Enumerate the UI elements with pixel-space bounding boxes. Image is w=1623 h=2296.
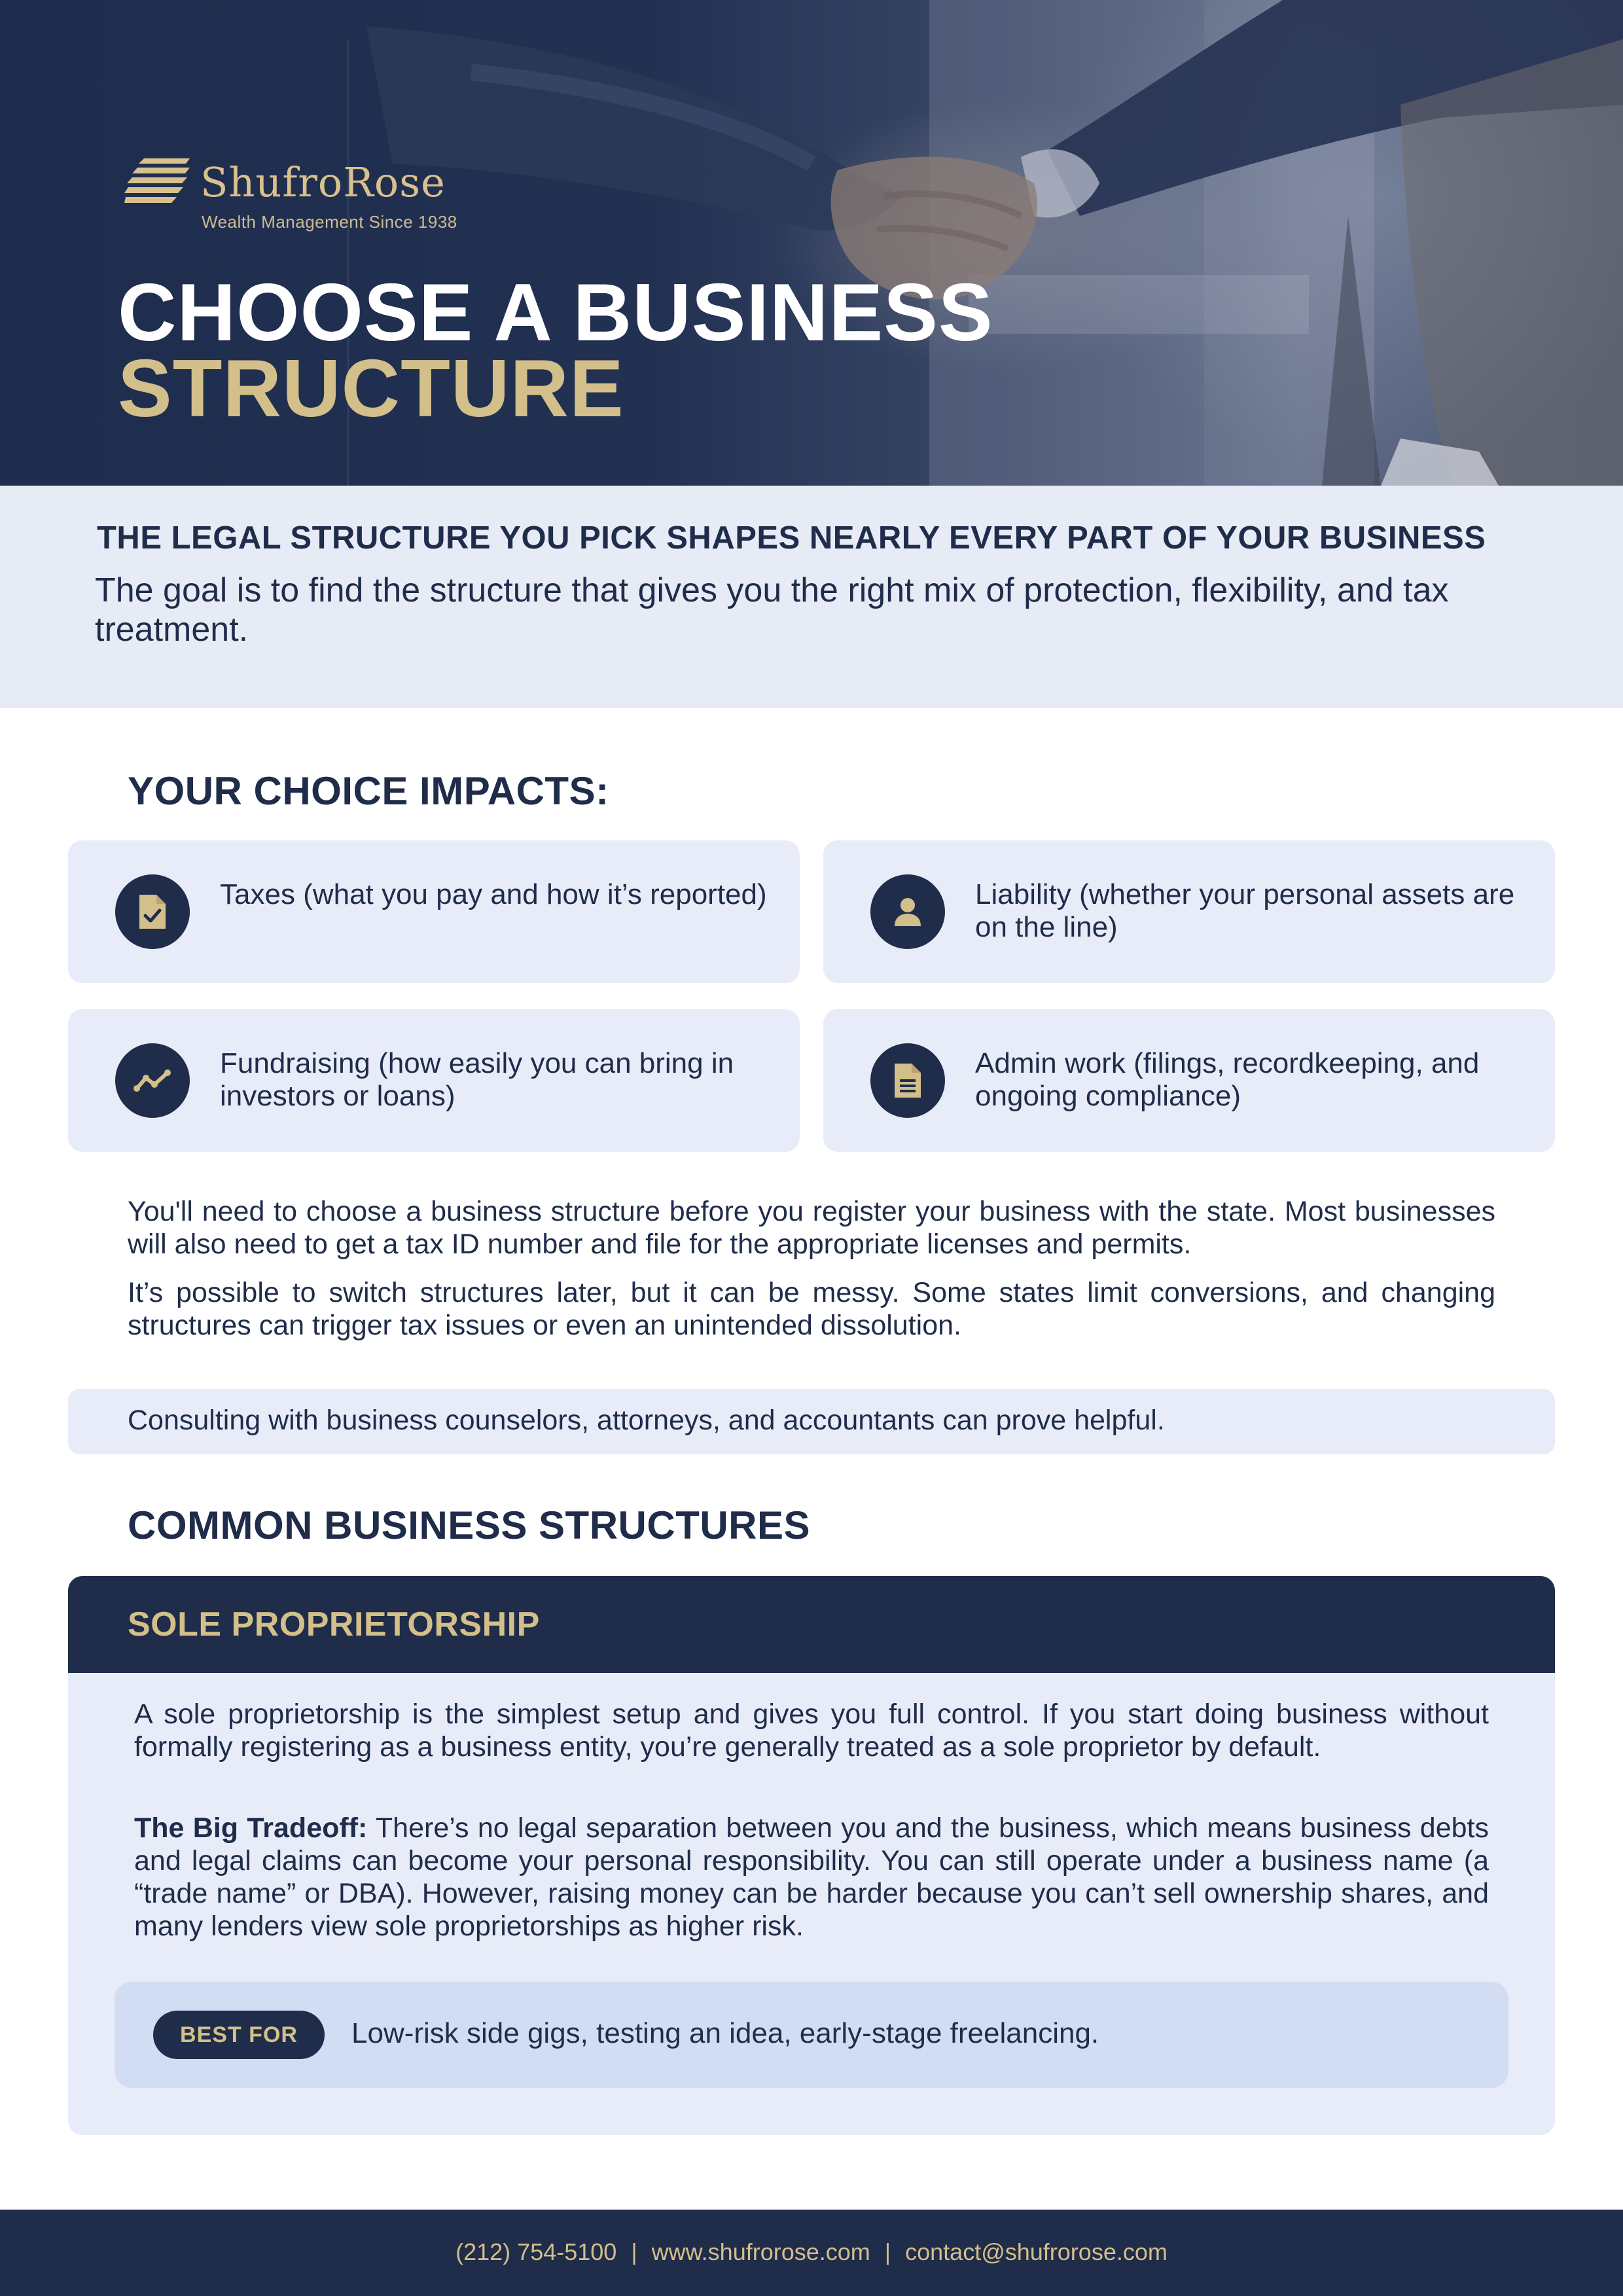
impact-card-admin [823, 1009, 1555, 1152]
structures-title: COMMON BUSINESS STRUCTURES [128, 1503, 811, 1547]
footer-separator: | [631, 2238, 637, 2265]
best-for-badge: BEST FOR [153, 2011, 325, 2059]
document-icon [870, 1043, 945, 1118]
title-line-1: CHOOSE A BUSINESS [118, 268, 993, 358]
structure-header [68, 1576, 1555, 1673]
intro-heading: THE LEGAL STRUCTURE YOU PICK SHAPES NEARLY EVERY PART OF YOUR BUSINESS [97, 520, 1486, 556]
trend-line-icon [115, 1043, 190, 1118]
hero-banner [0, 0, 1623, 486]
best-for-box [115, 1982, 1508, 2088]
person-icon [870, 874, 945, 949]
page-title [118, 268, 993, 434]
tradeoff-text: There’s no legal separation between you and the business, which means business debts and legal claims can become your personal responsibility. You can still operate under a business name (a “trade name” or DBA). However, raising money can be harder because you can’t sell ownership shares, and many lenders view sole proprietorships as higher risk. [134, 1812, 1489, 1942]
footer-phone[interactable]: (212) 754-5100 [455, 2238, 617, 2265]
impact-card-fundraising [68, 1009, 800, 1152]
structure-tradeoff [134, 1812, 1489, 1943]
structure-heading: SOLE PROPRIETORSHIP [128, 1605, 540, 1643]
tradeoff-label: The Big Tradeoff: [134, 1812, 368, 1844]
intro-band [0, 486, 1623, 708]
impact-text: Admin work (filings, recordkeeping, and ongoing compliance) [975, 1047, 1480, 1112]
footer-contact [0, 2238, 1623, 2266]
impact-text: Fundraising (how easily you can bring in investors or loans) [220, 1047, 734, 1112]
footer-website[interactable]: www.shufrorose.com [651, 2238, 870, 2265]
sole-proprietorship-card [68, 1576, 1555, 2135]
logo-tagline: Wealth Management Since 1938 [202, 212, 457, 232]
intro-body: The goal is to find the structure that gives you the right mix of protection, flexibility, and tax treatment. [95, 571, 1449, 649]
file-check-icon [115, 874, 190, 949]
footer-separator: | [884, 2238, 891, 2265]
best-for-text: Low-risk side gigs, testing an idea, early-stage freelancing. [351, 2017, 1099, 2049]
logo-wordmark: ShufroRose [200, 158, 446, 206]
impact-card-liability [823, 840, 1555, 983]
impacts-title: YOUR CHOICE IMPACTS: [128, 769, 609, 813]
logo-stripes-icon [124, 156, 192, 211]
company-logo [124, 152, 465, 237]
impact-text: Taxes (what you pay and how it’s reported) [220, 878, 767, 910]
title-line-2: STRUCTURE [118, 344, 624, 434]
impact-text: Liability (whether your personal assets are on the line) [975, 878, 1515, 943]
callout-text: Consulting with business counselors, attorneys, and accountants can prove helpful. [128, 1405, 1165, 1436]
footer-email[interactable]: contact@shufrorose.com [905, 2238, 1168, 2265]
body-paragraph-2: It’s possible to switch structures later, but it can be messy. Some states limit conversions, and changing structures can trigger tax issues or even an unintended dissolution. [128, 1277, 1495, 1341]
body-paragraph-1: You'll need to choose a business structure before you register your business with the state. Most businesses will also need to get a tax ID number and file for the appropriate licenses and permits. [128, 1196, 1495, 1260]
footer [0, 2210, 1623, 2296]
impact-card-taxes [68, 840, 800, 983]
structure-description: A sole proprietorship is the simplest setup and gives you full control. If you start doing business without formally registering as a business entity, you’re generally treated as a sole proprietor by default. [134, 1698, 1489, 1763]
callout-note [68, 1389, 1555, 1454]
